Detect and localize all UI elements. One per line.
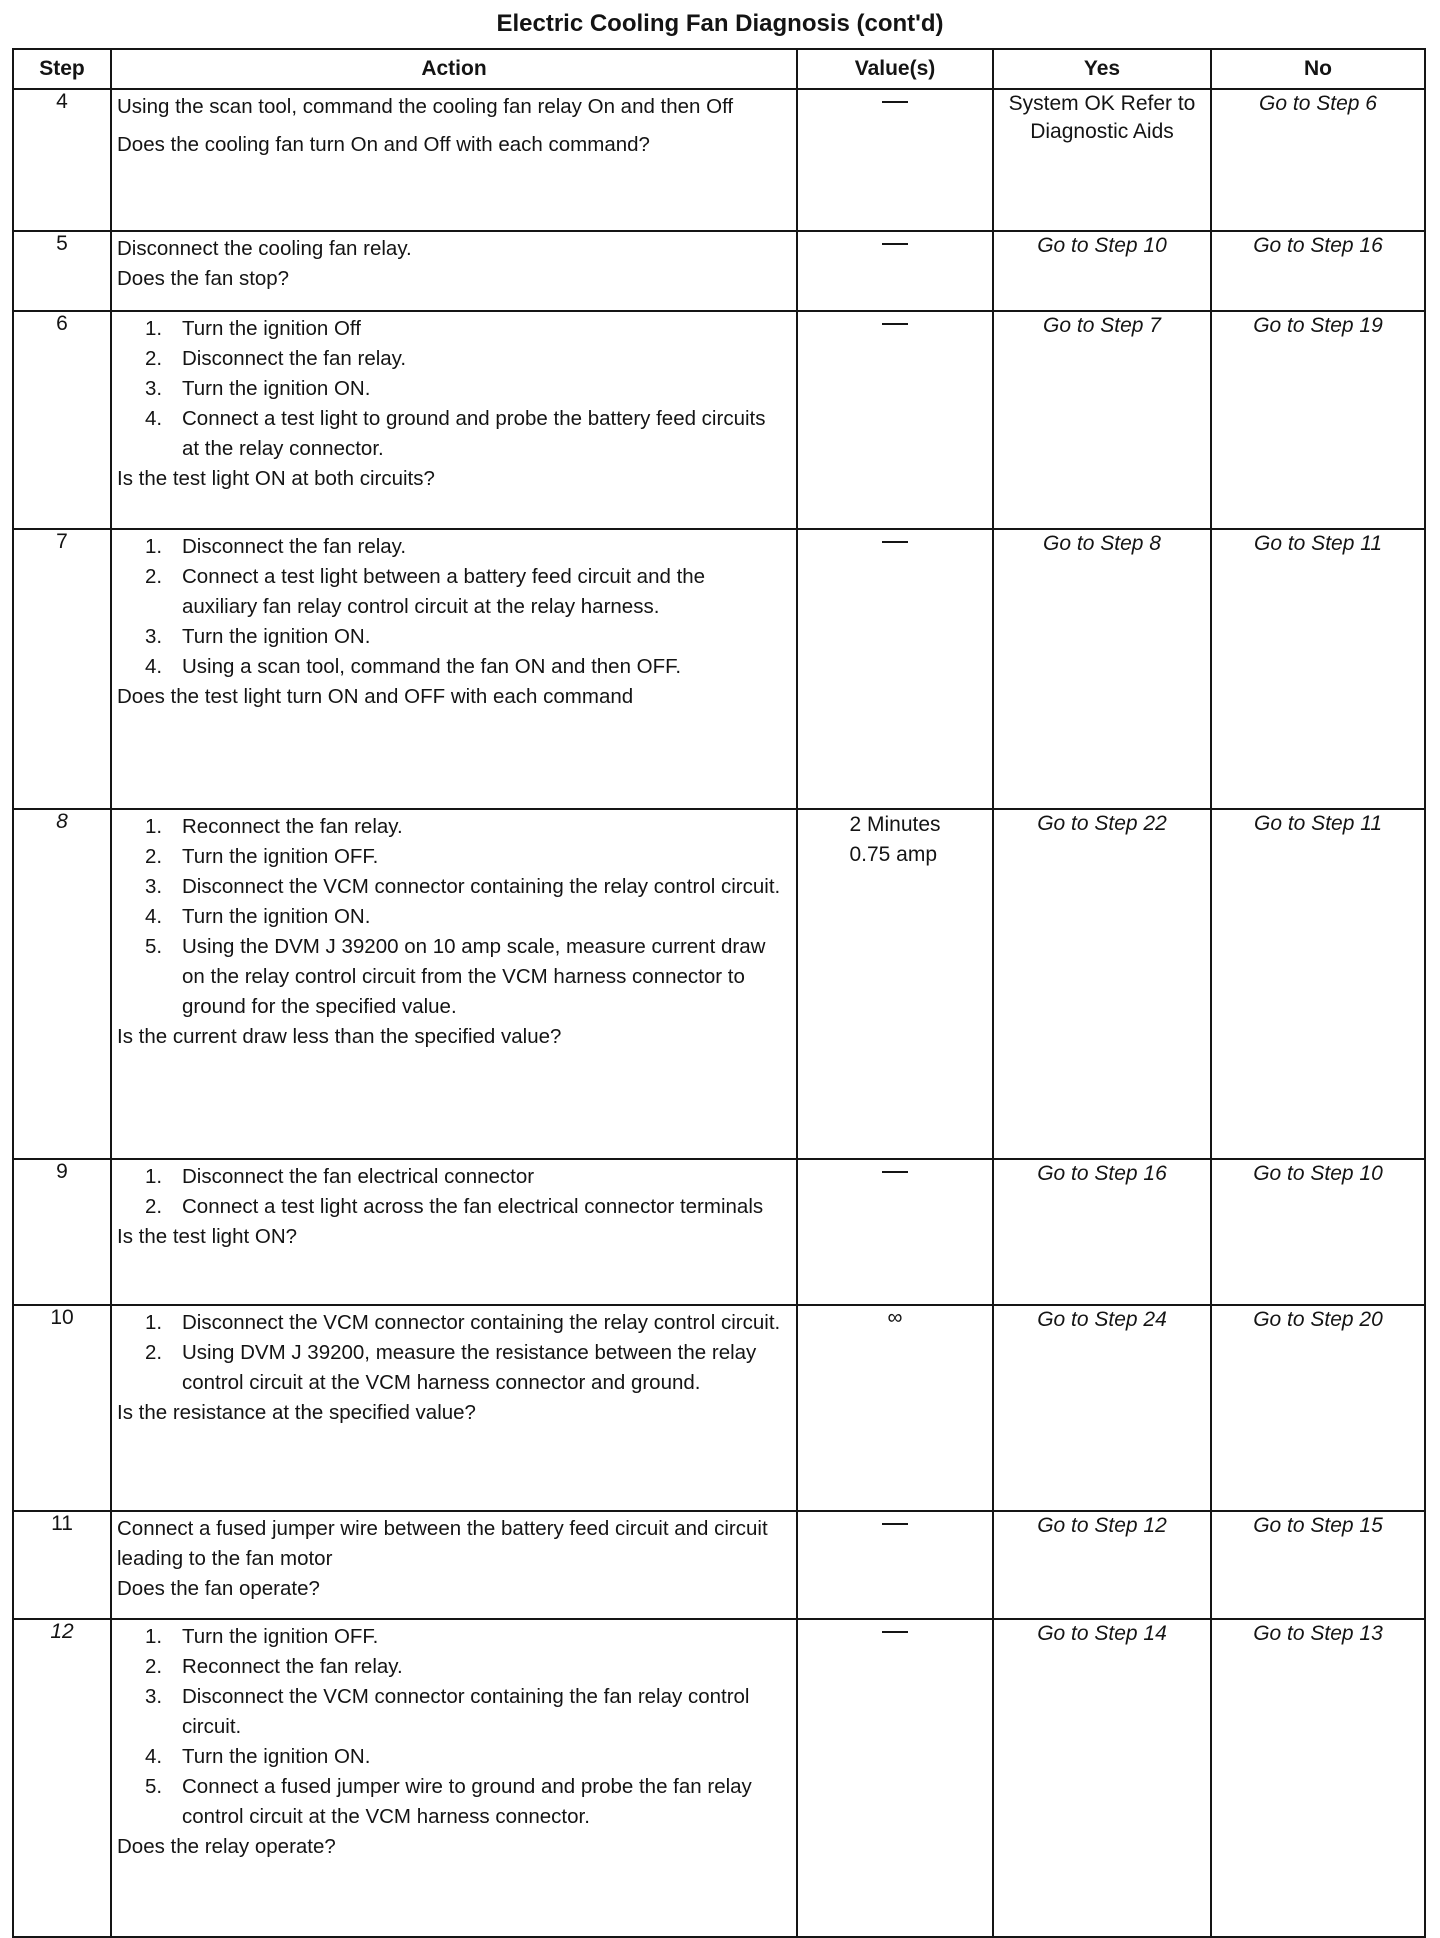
header-values: Value(s) [797, 49, 993, 89]
value-time: 2 Minutes [849, 813, 941, 836]
action-question: Does the cooling fan turn On and Off with each command? [117, 133, 650, 156]
action-cell [111, 311, 797, 529]
not-applicable-dash [882, 1631, 908, 1633]
step-number: 5 [13, 231, 111, 311]
no-result: Go to Step 20 [1253, 1308, 1383, 1331]
table-row [13, 1511, 1425, 1619]
action-instruction: Using the scan tool, command the cooling fan relay On and then Off [117, 95, 734, 118]
action-step: 2. Connect a test light across the fan electrical connector terminals [145, 1195, 764, 1218]
yes-result: Go to Step 7 [1043, 314, 1161, 337]
action-steps [117, 532, 790, 682]
yes-result: Go to Step 10 [1037, 234, 1167, 257]
action-instruction: Disconnect the cooling fan relay. [117, 237, 412, 260]
action-cell [111, 1511, 797, 1619]
yes-result: Go to Step 24 [1037, 1308, 1167, 1331]
value-infinity: ∞ [887, 1306, 903, 1329]
value-cell [797, 1619, 993, 1937]
table-row [13, 1305, 1425, 1511]
action-step: 1. Disconnect the VCM connector containing the relay control circuit. [145, 1311, 781, 1334]
header-yes: Yes [993, 49, 1211, 89]
action-step: 3. Turn the ignition ON. [145, 625, 371, 648]
action-step: 4. Using a scan tool, command the fan ON and then OFF. [145, 655, 682, 678]
not-applicable-dash [882, 1523, 908, 1525]
diagnosis-table [12, 48, 1426, 1938]
action-step: 3. Disconnect the VCM connector containing the fan relay control circuit. [145, 1685, 750, 1738]
page-title: Electric Cooling Fan Diagnosis (cont'd) [496, 10, 944, 37]
value-cell [797, 1305, 993, 1511]
no-cell [1211, 1159, 1425, 1305]
action-step: 4. Connect a test light to ground and probe the battery feed circuits at the relay connector. [145, 407, 766, 460]
step-number: 4 [13, 89, 111, 231]
action-step: 2. Reconnect the fan relay. [145, 1655, 403, 1678]
table-row [13, 231, 1425, 311]
value-cell [797, 1511, 993, 1619]
action-question: Is the test light ON? [117, 1225, 298, 1248]
not-applicable-dash [882, 541, 908, 543]
no-result: Go to Step 19 [1253, 314, 1383, 337]
table-row [13, 529, 1425, 809]
action-cell [111, 529, 797, 809]
action-cell [111, 89, 797, 231]
action-step: 4. Turn the ignition ON. [145, 1745, 371, 1768]
action-step: 1. Reconnect the fan relay. [145, 815, 403, 838]
yes-cell [993, 311, 1211, 529]
header-no: No [1211, 49, 1425, 89]
action-step: 3. Turn the ignition ON. [145, 377, 371, 400]
step-number: 9 [13, 1159, 111, 1305]
action-question: Is the current draw less than the specified value? [117, 1025, 562, 1048]
action-instruction: Connect a fused jumper wire between the battery feed circuit and circuit leading to the fan motor [117, 1517, 768, 1570]
yes-result: Go to Step 12 [1037, 1514, 1167, 1537]
action-question: Does the fan operate? [117, 1577, 320, 1600]
action-step: 2. Connect a test light between a battery feed circuit and the auxiliary fan relay control circuit at the relay harness. [145, 565, 706, 618]
action-cell [111, 1305, 797, 1511]
yes-result: Go to Step 14 [1037, 1622, 1167, 1645]
yes-cell [993, 1305, 1211, 1511]
action-steps [117, 1622, 790, 1832]
action-step: 2. Disconnect the fan relay. [145, 347, 407, 370]
no-cell [1211, 1619, 1425, 1937]
action-question: Does the relay operate? [117, 1835, 336, 1858]
value-cell [797, 1159, 993, 1305]
yes-result: Go to Step 8 [1043, 532, 1161, 555]
action-question: Is the resistance at the specified value? [117, 1401, 476, 1424]
no-result: Go to Step 11 [1253, 812, 1383, 835]
table-row [13, 311, 1425, 529]
action-cell [111, 1159, 797, 1305]
table-row [13, 809, 1425, 1159]
action-cell [111, 1619, 797, 1937]
header-row [13, 49, 1425, 89]
table-row [13, 1159, 1425, 1305]
action-step: 5. Connect a fused jumper wire to ground and probe the fan relay control circuit at the VCM harness connector. [145, 1775, 752, 1828]
yes-cell [993, 809, 1211, 1159]
no-cell [1211, 311, 1425, 529]
not-applicable-dash [882, 243, 908, 245]
no-result: Go to Step 6 [1259, 92, 1377, 115]
no-result: Go to Step 15 [1253, 1514, 1383, 1537]
action-step: 4. Turn the ignition ON. [145, 905, 371, 928]
no-cell [1211, 89, 1425, 231]
step-number: 12 [13, 1619, 111, 1937]
action-step: 1. Turn the ignition Off [145, 317, 361, 340]
table-row [13, 89, 1425, 231]
action-steps [117, 1308, 790, 1398]
yes-cell [993, 1511, 1211, 1619]
no-result: Go to Step 11 [1253, 532, 1383, 555]
not-applicable-dash [882, 323, 908, 325]
step-number: 8 [13, 809, 111, 1159]
no-result: Go to Step 16 [1253, 234, 1383, 257]
action-step: 2. Turn the ignition OFF. [145, 845, 379, 868]
step-number: 6 [13, 311, 111, 529]
action-step: 1. Disconnect the fan electrical connector [145, 1165, 535, 1188]
action-question: Is the test light ON at both circuits? [117, 467, 435, 490]
no-cell [1211, 1305, 1425, 1511]
action-step: 3. Disconnect the VCM connector containing the relay control circuit. [145, 875, 781, 898]
not-applicable-dash [882, 101, 908, 103]
yes-result: Go to Step 16 [1037, 1162, 1167, 1185]
yes-result: System OK Refer to Diagnostic Aids [1008, 92, 1196, 143]
yes-cell [993, 1159, 1211, 1305]
yes-cell [993, 1619, 1211, 1937]
not-applicable-dash [882, 1171, 908, 1173]
value-cell [797, 809, 993, 1159]
no-cell [1211, 529, 1425, 809]
step-number: 10 [13, 1305, 111, 1511]
no-result: Go to Step 13 [1253, 1622, 1383, 1645]
action-question: Does the test light turn ON and OFF with each command [117, 685, 634, 708]
value-cell [797, 89, 993, 231]
action-question: Does the fan stop? [117, 267, 290, 290]
action-cell [111, 231, 797, 311]
action-step: 5. Using the DVM J 39200 on 10 amp scale, measure current draw on the relay control circuit from the VCM harness connector to ground for the specified value. [145, 935, 766, 1018]
action-step: 1. Turn the ignition OFF. [145, 1625, 379, 1648]
value-cell [797, 231, 993, 311]
step-number: 7 [13, 529, 111, 809]
yes-cell [993, 231, 1211, 311]
table-row [13, 1619, 1425, 1937]
action-steps [117, 314, 790, 464]
no-result: Go to Step 10 [1253, 1162, 1383, 1185]
value-current: 0.75 amp [849, 843, 938, 866]
yes-result: Go to Step 22 [1037, 812, 1167, 835]
yes-cell [993, 529, 1211, 809]
no-cell [1211, 1511, 1425, 1619]
no-cell [1211, 809, 1425, 1159]
value-cell [797, 529, 993, 809]
action-steps [117, 1162, 790, 1222]
no-cell [1211, 231, 1425, 311]
action-step: 2. Using DVM J 39200, measure the resistance between the relay control circuit at the VCM harness connector and ground. [145, 1341, 757, 1394]
action-cell [111, 809, 797, 1159]
step-number: 11 [13, 1511, 111, 1619]
value-cell [797, 311, 993, 529]
action-steps [117, 812, 790, 1022]
yes-cell [993, 89, 1211, 231]
action-step: 1. Disconnect the fan relay. [145, 535, 407, 558]
header-action: Action [111, 49, 797, 89]
header-step: Step [13, 49, 111, 89]
